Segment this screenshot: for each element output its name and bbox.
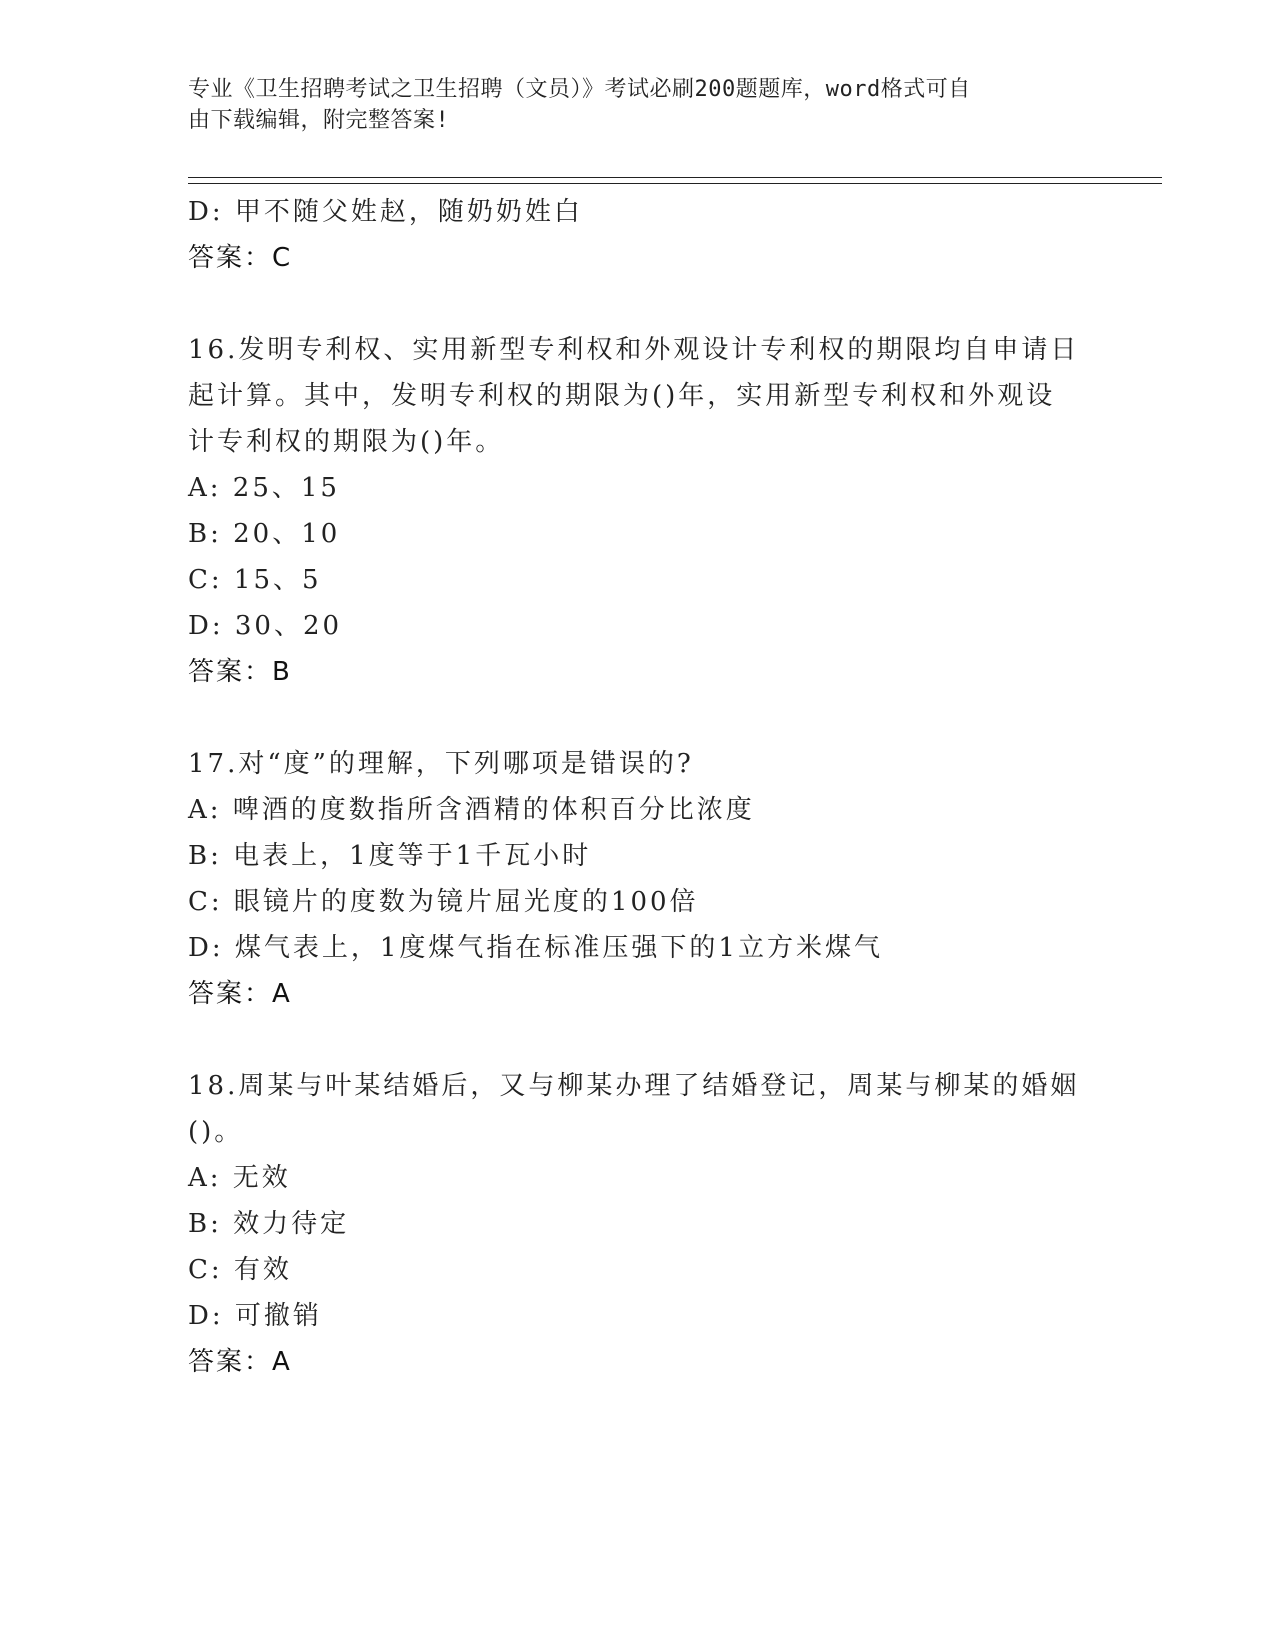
document-header: [188, 74, 1088, 136]
option-b: B: 20、10: [188, 519, 341, 549]
prev-option-d: D: 甲不随父姓赵，随奶奶姓白: [188, 197, 583, 227]
question-stem-line: 起计算。其中，发明专利权的期限为()年，实用新型专利权和外观设: [188, 381, 1056, 411]
option-b: B: 电表上，1度等于1千瓦小时: [188, 841, 592, 871]
question-stem-line: 17.对“度”的理解，下列哪项是错误的?: [188, 749, 694, 779]
question-stem-line: 18.周某与叶某结婚后，又与柳某办理了结婚登记，周某与柳某的婚姻: [188, 1071, 1080, 1101]
spacer: [188, 1017, 1088, 1063]
option-a: A: 25、15: [188, 473, 340, 503]
option-d: D: 可撤销: [188, 1301, 322, 1331]
answer: 答案：A: [188, 1347, 292, 1377]
option-c: C: 15、5: [188, 565, 322, 595]
spacer: [188, 695, 1088, 741]
question-16: [188, 327, 1088, 695]
option-d: D: 煤气表上，1度煤气指在标准压强下的1立方米煤气: [188, 933, 883, 963]
header-line-1: 专业《卫生招聘考试之卫生招聘（文员）》考试必刷200题题库，word格式可自: [188, 77, 971, 102]
question-17: [188, 741, 1088, 1017]
answer: 答案：A: [188, 979, 292, 1009]
prev-answer: 答案：C: [188, 243, 293, 273]
option-c: C: 眼镜片的度数为镜片屈光度的100倍: [188, 887, 699, 917]
option-c: C: 有效: [188, 1255, 292, 1285]
answer: 答案：B: [188, 657, 292, 687]
question-18: [188, 1063, 1088, 1385]
question-list: [188, 189, 1088, 1385]
header-rule-top: [188, 177, 1162, 178]
question-stem-line: 计专利权的期限为()年。: [188, 427, 505, 457]
option-a: A: 无效: [188, 1163, 291, 1193]
header-rule-bottom: [188, 183, 1162, 184]
option-a: A: 啤酒的度数指所含酒精的体积百分比浓度: [188, 795, 755, 825]
header-line-2: 由下载编辑，附完整答案!: [188, 108, 450, 133]
option-d: D: 30、20: [188, 611, 343, 641]
question-stem-line: 16.发明专利权、实用新型专利权和外观设计专利权的期限均自申请日: [188, 335, 1080, 365]
question-stem-line: ()。: [188, 1117, 244, 1147]
spacer: [188, 281, 1088, 327]
option-b: B: 效力待定: [188, 1209, 350, 1239]
